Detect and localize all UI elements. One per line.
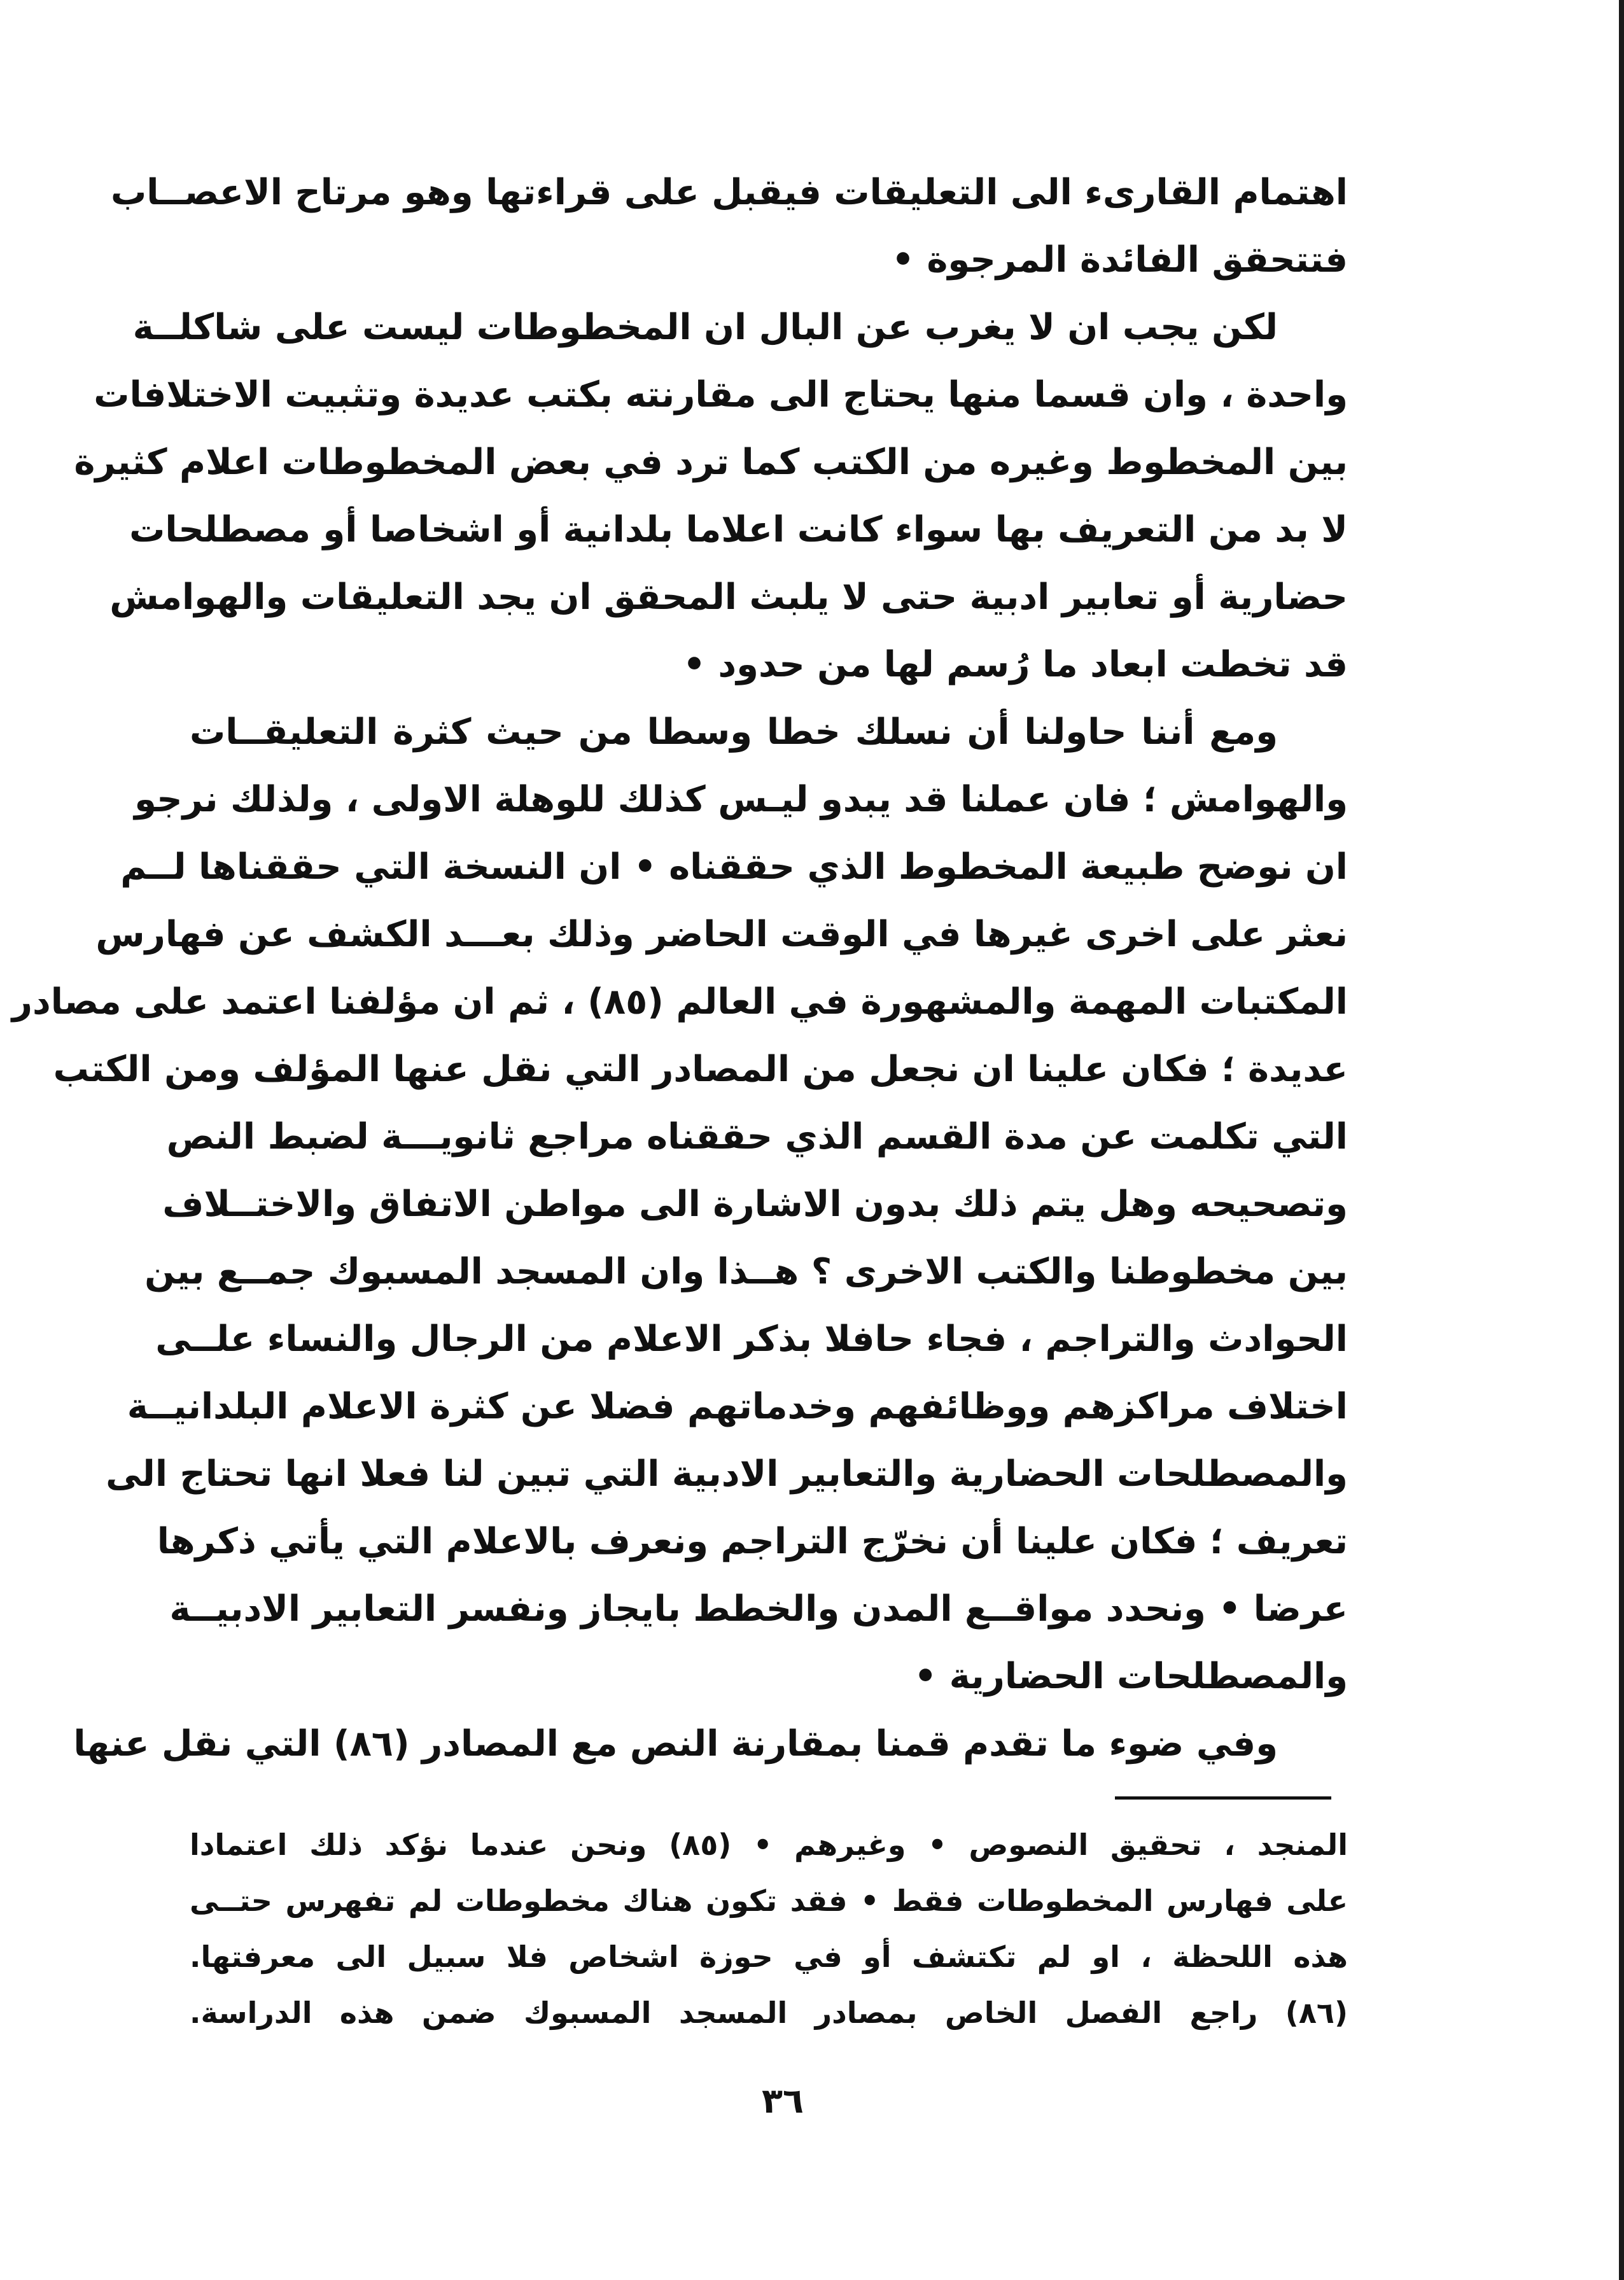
body-line: حضارية أو تعابير ادبية حتى لا يلبث المحقق ان يجد التعليقات والهوامش — [109, 577, 1348, 618]
body-line: قد تخطت ابعاد ما رُسم لها من حدود • — [683, 644, 1348, 685]
body-line: بين مخطوطنا والكتب الاخرى ؟ هــذا وان المسجد المسبوك جمــع بين — [144, 1251, 1348, 1292]
body-line: ومع أننا حاولنا أن نسلك خطا وسطا من حيث كثرة التعليقــات — [190, 711, 1278, 753]
body-line: فتتحقق الفائدة المرجوة • — [892, 239, 1348, 281]
body-line: والمصطلحات الحضارية والتعابير الادبية التي تبين لنا فعلا انها تحتاج الى — [106, 1453, 1348, 1495]
body-line: عديدة ؛ فكان علينا ان نجعل من المصادر التي نقل عنها المؤلف ومن الكتب — [53, 1049, 1348, 1090]
body-line: عرضا • ونحدد مواقــع المدن والخطط بايجاز ونفسر التعابير الادبيــة — [169, 1588, 1348, 1630]
body-line: وفي ضوء ما تقدم قمنا بمقارنة النص مع المصادر (٨٦) التي نقل عنها — [73, 1723, 1278, 1765]
body-line: اختلاف مراكزهم ووظائفهم وخدماتهم فضلا عن كثرة الاعلام البلدانيــة — [127, 1386, 1348, 1427]
scan-edge — [1619, 0, 1624, 2280]
footnotes — [190, 1817, 1348, 2041]
page-number: ٣٦ — [762, 2081, 804, 2121]
footnote-line: على فهارس المخطوطات فقط • فقد تكون هناك مخطوطات لم تفهرس حتــى — [190, 1884, 1348, 1918]
body-line: اهتمام القارىء الى التعليقات فيقبل على قراءتها وهو مرتاح الاعصــاب — [111, 172, 1348, 213]
footnote-divider — [1115, 1796, 1331, 1800]
body-line: واحدة ، وان قسما منها يحتاج الى مقارنته بكتب عديدة وتثبيت الاختلافات — [94, 374, 1348, 416]
footnote-line: هذه اللحظة ، او لم تكتشف أو في حوزة اشخاص فلا سبيل الى معرفتها. — [190, 1940, 1348, 1974]
body-line: نعثر على اخرى غيرها في الوقت الحاضر وذلك بعـــد الكشف عن فهارس — [95, 914, 1348, 955]
body-line: ان نوضح طبيعة المخطوط الذي حققناه • ان النسخة التي حققناها لــم — [120, 846, 1348, 888]
body-line: لا بد من التعريف بها سواء كانت اعلاما بلدانية أو اشخاصا أو مصطلحات — [129, 509, 1348, 550]
body-line: الحوادث والتراجم ، فجاء حافلا بذكر الاعلام من الرجال والنساء علــى — [155, 1318, 1348, 1360]
footnote-line: (٨٦) راجع الفصل الخاص بمصادر المسجد المسبوك ضمن هذه الدراسة. — [190, 1996, 1348, 2030]
body-line: بين المخطوط وغيره من الكتب كما ترد في بعض المخطوطات اعلام كثيرة — [74, 442, 1348, 483]
body-line: تعريف ؛ فكان علينا أن نخرّج التراجم ونعرف بالاعلام التي يأتي ذكرها — [157, 1521, 1348, 1562]
body-line: وتصحيحه وهل يتم ذلك بدون الاشارة الى مواطن الاتفاق والاختــلاف — [162, 1184, 1348, 1225]
body-text — [11, 159, 1348, 1778]
body-line: والهوامش ؛ فان عملنا قد يبدو ليـس كذلك للوهلة الاولى ، ولذلك نرجو — [134, 779, 1348, 820]
body-line: التي تكلمت عن مدة القسم الذي حققناه مراجع ثانويـــة لضبط النص — [166, 1116, 1348, 1157]
body-line: المكتبات المهمة والمشهورة في العالم (٨٥) ، ثم ان مؤلفنا اعتمد على مصادر — [11, 981, 1348, 1023]
body-line: والمصطلحات الحضارية • — [914, 1656, 1348, 1697]
body-line: لكن يجب ان لا يغرب عن البال ان المخطوطات ليست على شاكلــة — [132, 307, 1278, 348]
footnote-line: المنجد ، تحقيق النصوص • وغيرهم • (٨٥) ونحن عندما نؤكد ذلك اعتمادا — [190, 1828, 1348, 1862]
